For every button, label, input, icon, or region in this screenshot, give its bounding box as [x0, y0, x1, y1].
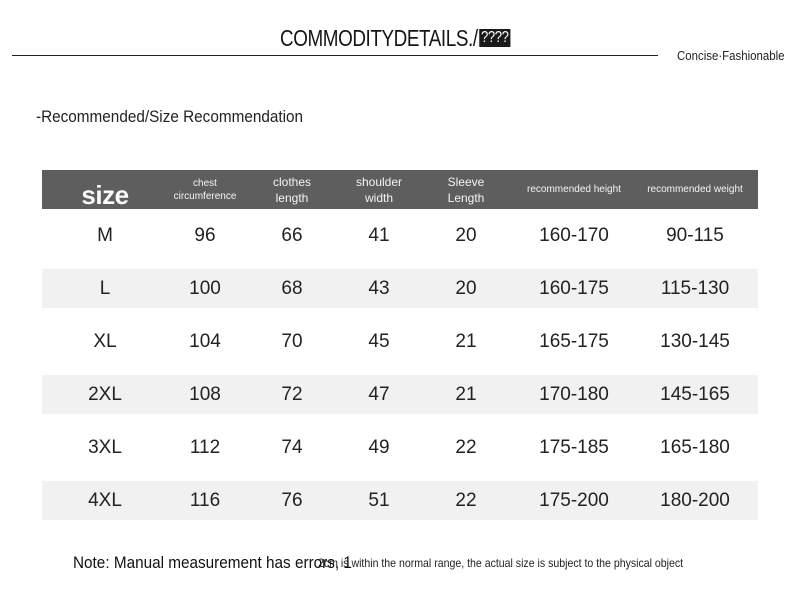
table-cell: 112	[189, 436, 221, 458]
table-cell: 175-200	[539, 489, 609, 511]
table-cell: 45	[368, 330, 390, 352]
table-row	[42, 315, 758, 368]
table-row	[42, 481, 758, 520]
table-cell: 108	[189, 383, 221, 405]
table-cell: 2XL	[88, 383, 122, 405]
table-cell: 160-170	[539, 224, 609, 246]
table-cell: 47	[368, 383, 390, 405]
table-cell: 165-175	[539, 330, 609, 352]
table-cell: 22	[455, 489, 477, 511]
table-cell: 170-180	[539, 383, 609, 405]
measurement-note	[73, 553, 684, 573]
size-table	[42, 170, 758, 527]
page-title	[280, 24, 510, 52]
header-chest: chest circumference	[173, 177, 237, 202]
table-cell: M	[97, 224, 113, 246]
table-cell: XL	[93, 330, 117, 352]
table-cell: 43	[368, 277, 390, 299]
title-tag: ????	[480, 29, 509, 46]
table-cell: 68	[281, 277, 303, 299]
table-header	[42, 170, 758, 209]
table-cell: 20	[455, 224, 477, 246]
table-row	[42, 421, 758, 474]
table-row	[42, 209, 758, 262]
header-size: size	[81, 179, 129, 210]
table-cell: 116	[189, 489, 221, 511]
table-cell: 90-115	[666, 224, 724, 246]
table-cell: 145-165	[660, 383, 730, 405]
table-cell: 180-200	[660, 489, 730, 511]
table-cell: 130-145	[660, 330, 730, 352]
table-cell: 3XL	[88, 436, 122, 458]
table-cell: 66	[281, 224, 303, 246]
table-cell: 165-180	[660, 436, 730, 458]
table-cell: 115-130	[660, 277, 730, 299]
section-title: -Recommended/Size Recommendation	[36, 107, 304, 126]
note-detail: 2cm is within the normal range, the actual size is subject to the physical object	[318, 556, 684, 570]
table-cell: 20	[455, 277, 477, 299]
table-cell: 51	[368, 489, 390, 511]
header-recommended-weight: recommended weight	[647, 184, 743, 195]
table-cell: 21	[455, 383, 477, 405]
table-cell: 41	[368, 224, 390, 246]
header-shoulder-width: shoulder width	[355, 174, 403, 205]
table-cell: 4XL	[88, 489, 122, 511]
header-subtitle: Concise·Fashionable	[677, 48, 785, 63]
table-row	[42, 269, 758, 308]
table-cell: 49	[368, 436, 390, 458]
table-body	[42, 209, 758, 520]
table-cell: 22	[455, 436, 477, 458]
table-cell: 74	[281, 436, 303, 458]
table-cell: 100	[189, 277, 221, 299]
header-recommended-height: recommended height	[527, 184, 621, 195]
table-cell: 104	[189, 330, 221, 352]
table-cell: 21	[455, 330, 477, 352]
table-cell: 160-175	[539, 277, 609, 299]
table-cell: 70	[281, 330, 303, 352]
table-cell: L	[99, 277, 111, 299]
table-cell: 72	[281, 383, 303, 405]
header-sleeve-length: Sleeve Length	[447, 174, 485, 205]
table-cell: 76	[281, 489, 303, 511]
header-divider	[12, 55, 658, 56]
table-row	[42, 375, 758, 414]
table-cell: 96	[194, 224, 216, 246]
title-text: COMMODITYDETAILS./	[280, 24, 478, 51]
header-clothes-length: clothes length	[272, 174, 312, 205]
note-main: Note: Manual measurement has errors, 1	[73, 553, 352, 572]
table-cell: 175-185	[539, 436, 609, 458]
